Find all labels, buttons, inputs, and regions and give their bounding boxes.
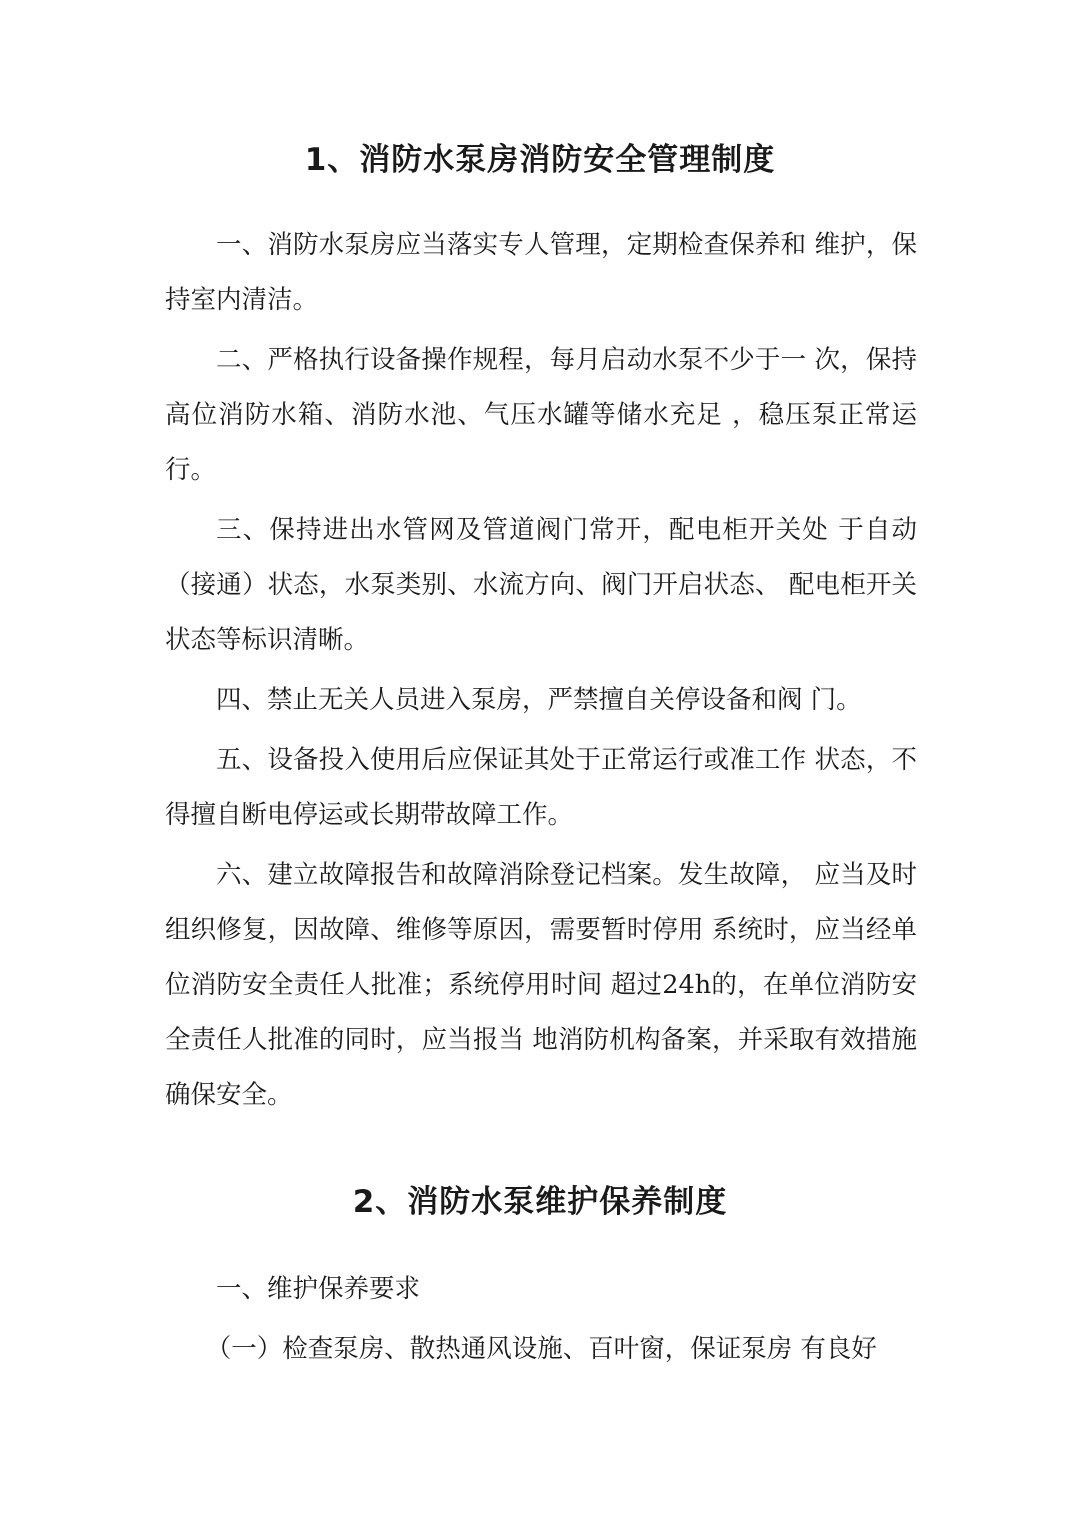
section-1-paragraph-4: 四、禁止无关人员进入泵房，严禁擅自关停设备和阀 门。 [216, 685, 862, 715]
section-1-body [165, 218, 917, 1128]
section-2-paragraph-1: （一）检查泵房、散热通风设施、百叶窗，保证泵房 有良好 [205, 1334, 877, 1364]
section-1-paragraph-1: 一、消防水泵房应当落实专人管理，定期检查保养和 维护，保持室内清洁。 [165, 230, 917, 315]
section-1-paragraph-6: 六、建立故障报告和故障消除登记档案。发生故障， 应当及时组织修复，因故障、维修等原因，需要暂时停用 系统时，应当经单位消防安全责任人批准；系统停用时间 超过24h的，在单位消防安全责任人批准的同时，应当报当 地消防机构备案，并采取有效措施确保安全。 [165, 860, 917, 1110]
section-2-title: 2、消防水泵维护保养制度 [352, 1184, 728, 1220]
section-2-body [165, 1262, 917, 1382]
section-1-paragraph-5: 五、设备投入使用后应保证其处于正常运行或准工作 状态，不得擅自断电停运或长期带故障工作。 [165, 745, 917, 830]
section-2-heading-maintenance-requirements: 一、维护保养要求 [216, 1274, 421, 1304]
section-1-paragraph-2: 二、严格执行设备操作规程，每月启动水泵不少于一 次，保持高位消防水箱、消防水池、气压水罐等储水充足 ，稳压泵正常运行。 [165, 345, 917, 485]
section-1-title: 1、消防水泵房消防安全管理制度 [304, 142, 776, 178]
section-1-paragraph-3: 三、保持进出水管网及管道阀门常开，配电柜开关处 于自动（接通）状态，水泵类别、水流方向、阀门开启状态、 配电柜开关状态等标识清晰。 [165, 515, 917, 655]
